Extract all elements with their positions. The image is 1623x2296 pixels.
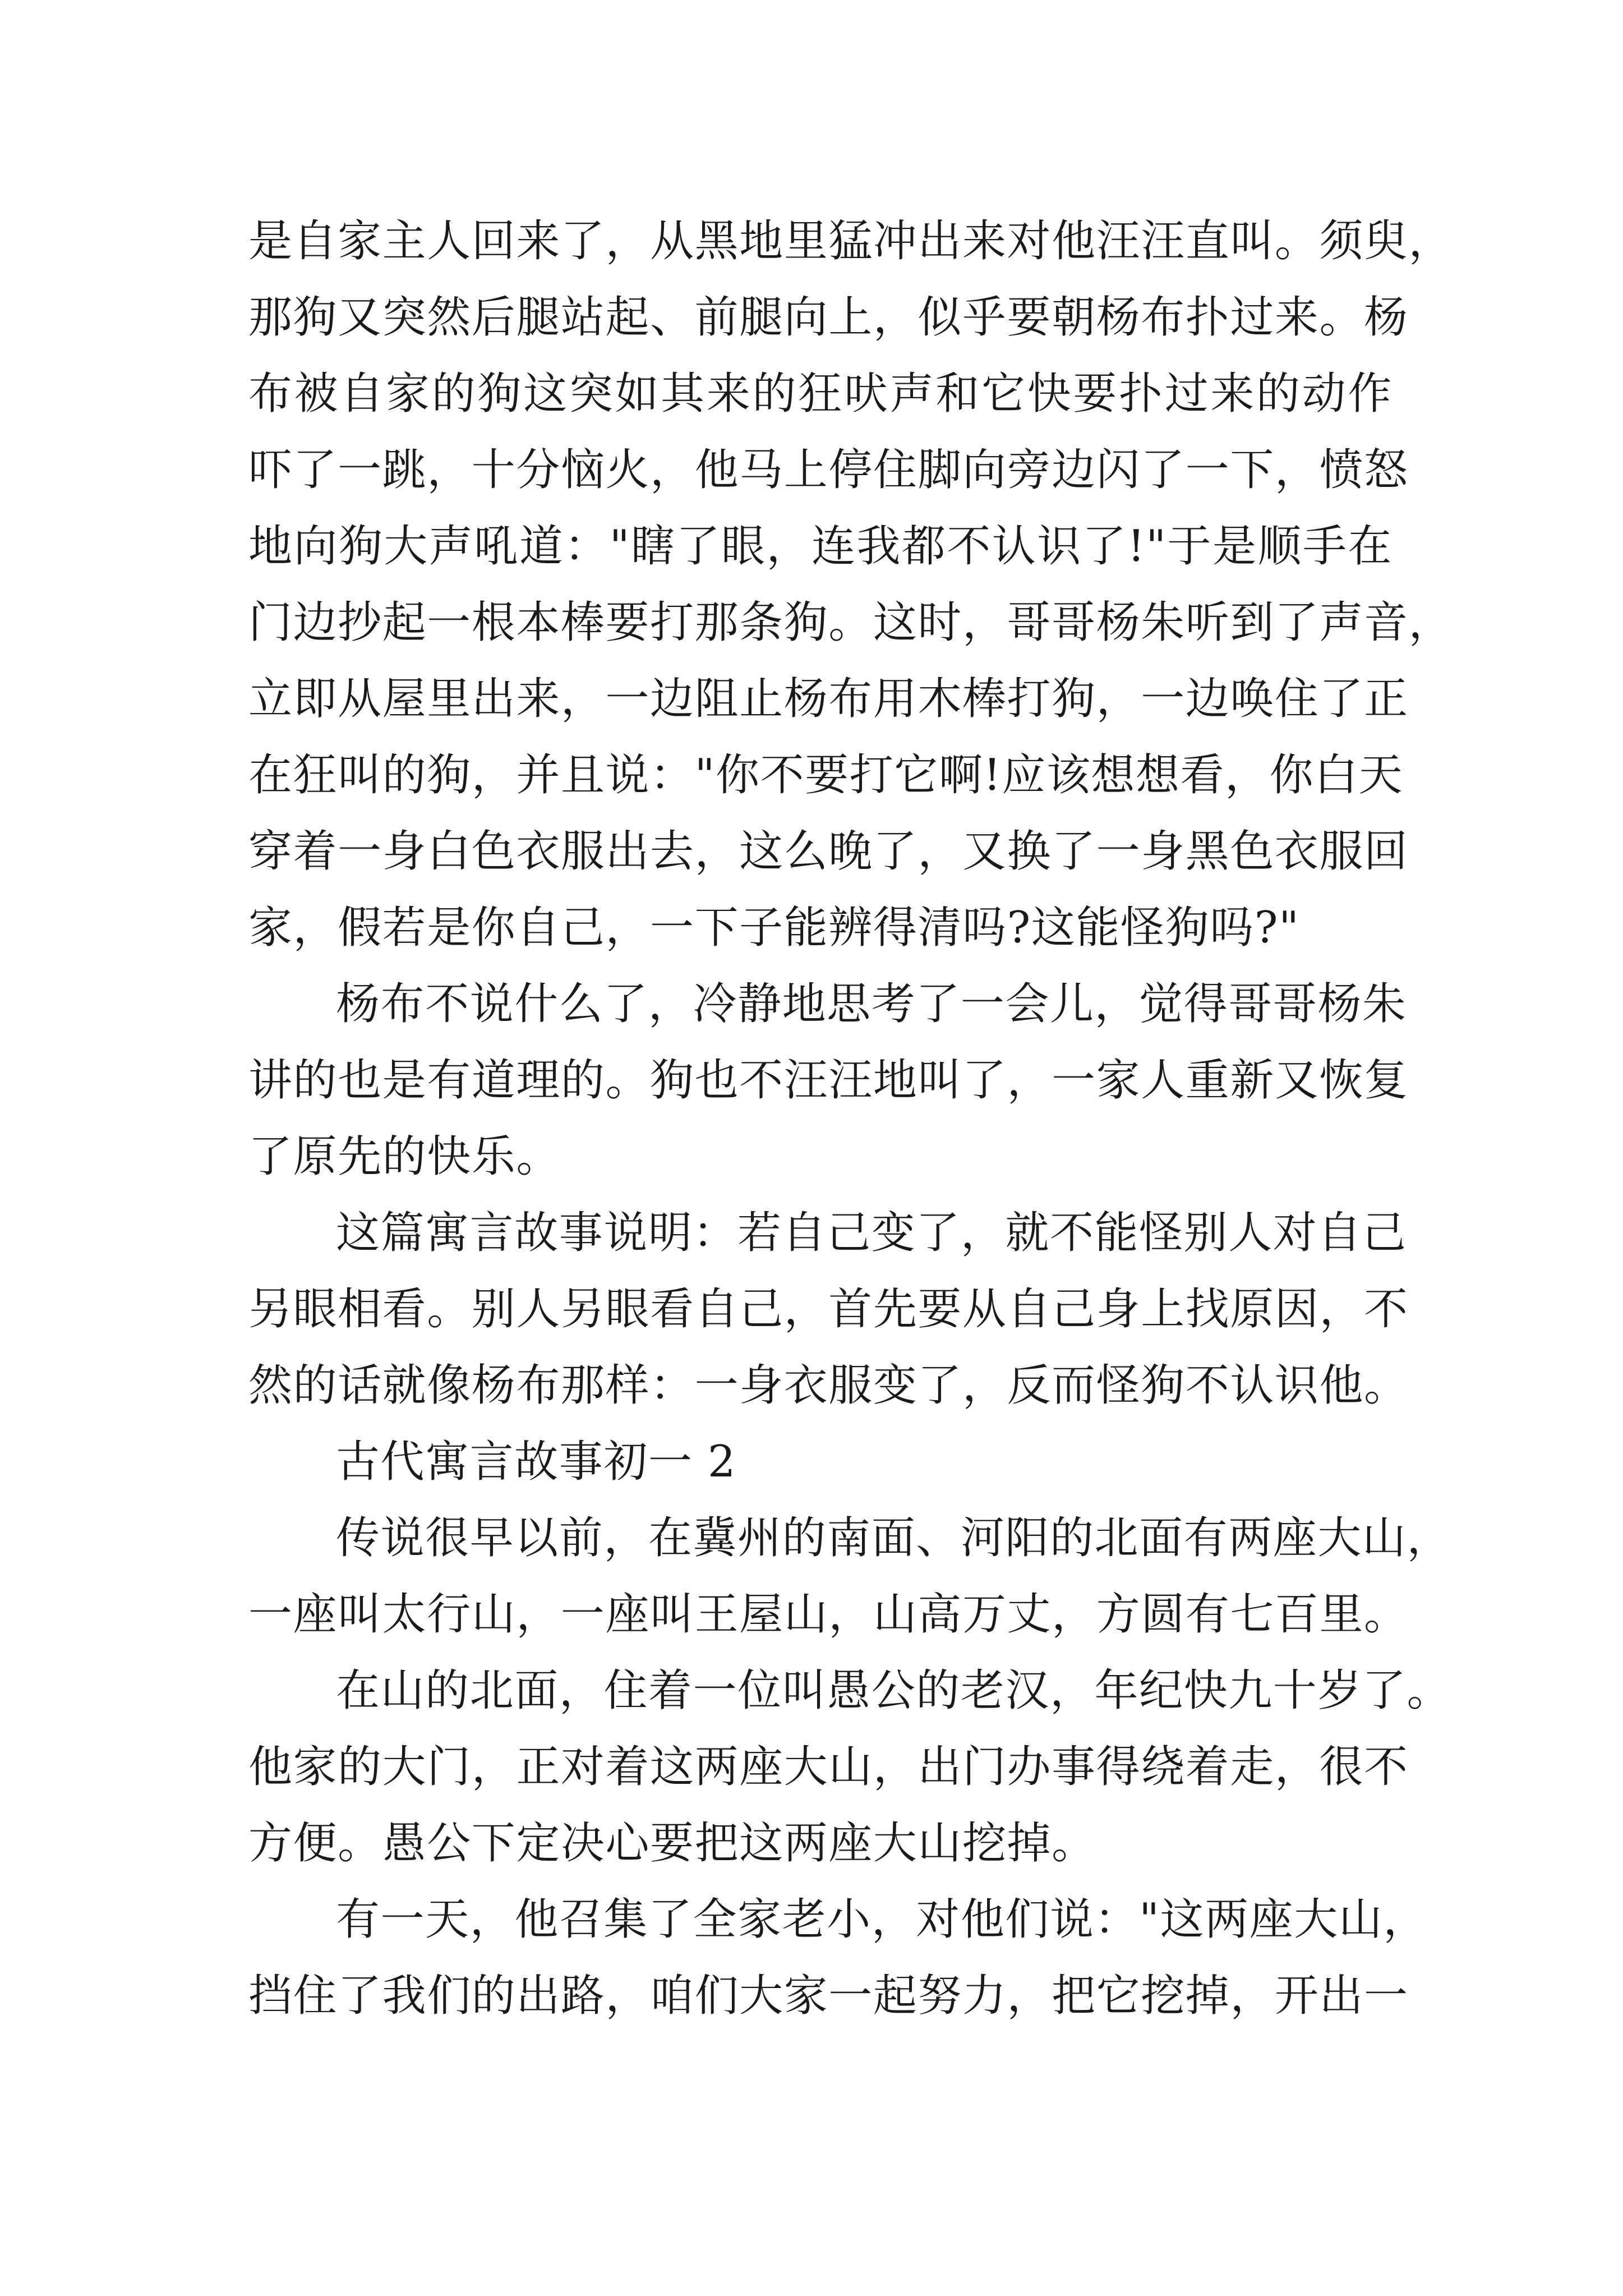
text-line: 地向狗大声吼道："瞎了眼，连我都不认识了!"于是顺手在 (248, 521, 1393, 572)
text-line: 方便。愚公下定决心要把这两座大山挖掉。 (248, 1818, 1096, 1869)
text-line: 了原先的快乐。 (248, 1131, 561, 1182)
paragraph-first-line: 杨布不说什么了，冷静地思考了一会儿，觉得哥哥杨朱 (336, 979, 1407, 1029)
paragraph-first-line: 这篇寓言故事说明：若自己变了，就不能怪别人对自己 (336, 1208, 1407, 1258)
paragraph-first-line: 有一天，他召集了全家老小，对他们说："这两座大山， (336, 1894, 1428, 1945)
text-line: 穿着一身白色衣服出去，这么晚了，又换了一身黑色衣服回 (248, 826, 1409, 877)
section-heading: 古代寓言故事初一 2 (336, 1437, 737, 1487)
paragraph-first-line: 在山的北面，住着一位叫愚公的老汉，年纪快九十岁了。 (336, 1665, 1452, 1716)
text-line: 立即从屋里出来，一边阻止杨布用木棒打狗，一边唤住了正 (248, 674, 1409, 724)
text-line: 布被自家的狗这突如其来的狂吠声和它快要扑过来的动作 (248, 369, 1393, 419)
text-line: 门边抄起一根本棒要打那条狗。这时，哥哥杨朱听到了声音， (248, 597, 1454, 648)
text-line: 然的话就像杨布那样：一身衣服变了，反而怪狗不认识他。 (248, 1360, 1409, 1411)
text-line: 吓了一跳，十分恼火，他马上停住脚向旁边闪了一下，愤怒 (248, 445, 1409, 495)
text-line: 一座叫太行山，一座叫王屋山，山高万丈，方圆有七百里。 (248, 1589, 1409, 1640)
text-line: 在狂叫的狗，并且说："你不要打它啊!应该想想看，你白天 (248, 750, 1404, 800)
text-line: 另眼相看。别人另眼看自己，首先要从自己身上找原因，不 (248, 1284, 1409, 1335)
text-line: 是自家主人回来了，从黑地里猛冲出来对他汪汪直叫。须臾， (248, 216, 1454, 266)
text-line: 他家的大门，正对着这两座大山，出门办事得绕着走，很不 (248, 1742, 1409, 1792)
text-line: 讲的也是有道理的。狗也不汪汪地叫了，一家人重新又恢复 (248, 1055, 1409, 1106)
text-line: 挡住了我们的出路，咱们大家一起努力，把它挖掉，开出一 (248, 1971, 1409, 2021)
paragraph-first-line: 传说很早以前，在冀州的南面、河阳的北面有两座大山， (336, 1513, 1452, 1563)
document-body (248, 203, 1454, 2034)
text-line: 那狗又突然后腿站起、前腿向上，似乎要朝杨布扑过来。杨 (248, 292, 1409, 343)
text-line: 家，假若是你自己，一下子能辨得清吗?这能怪狗吗?" (248, 903, 1300, 953)
